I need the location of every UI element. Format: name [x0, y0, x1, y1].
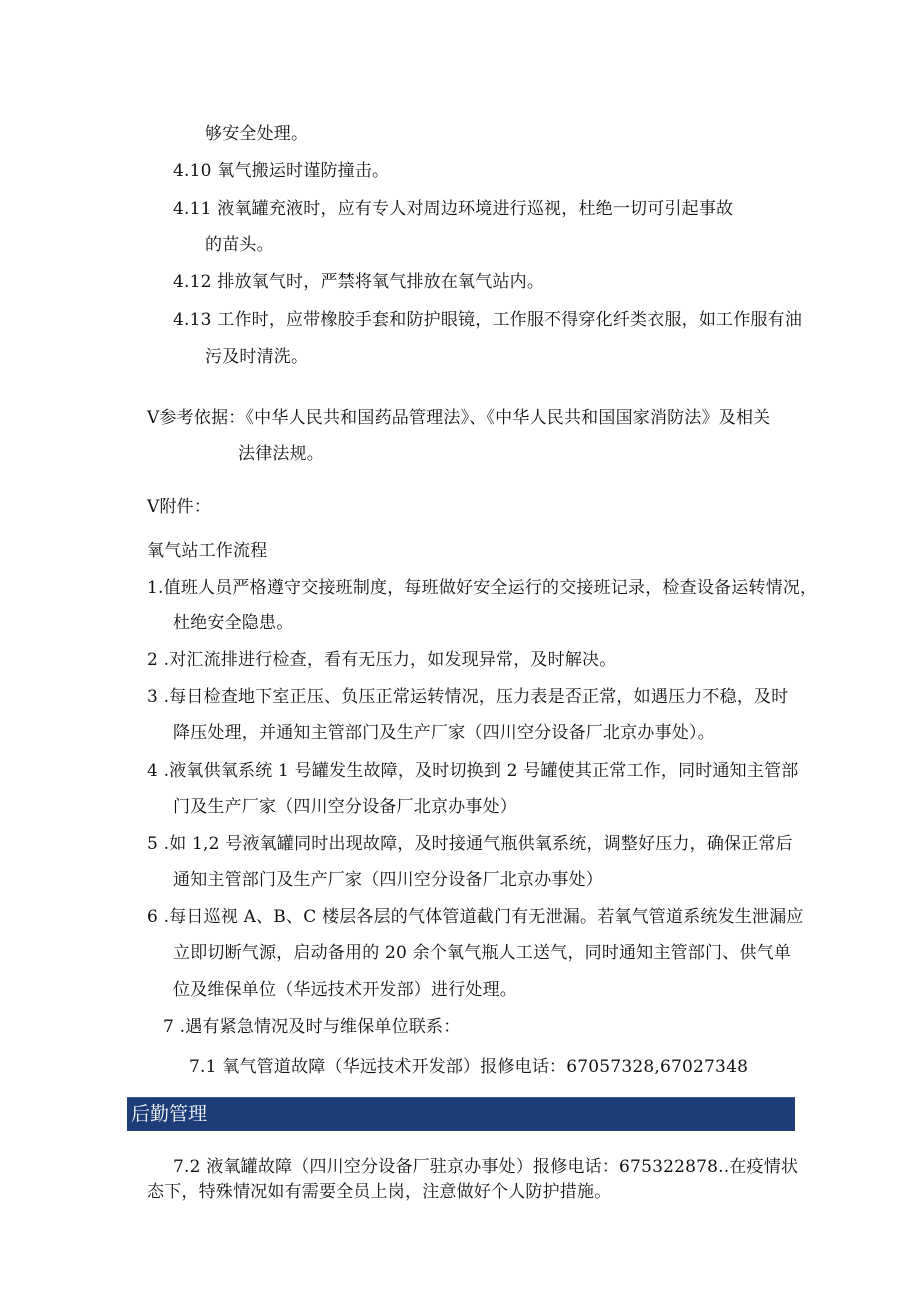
workflow-step-4-line1: 4 .液氧供氧系统 1 号罐发生故障，及时切换到 2 号罐使其正常工作，同时通知主管部: [147, 761, 799, 781]
section-banner: [127, 1097, 795, 1131]
item-4-12: 4.12 排放氧气时，严禁将氧气排放在氧气站内。: [173, 272, 545, 292]
workflow-step-7-2-line1: 7.2 液氧罐故障（四川空分设备厂驻京办事处）报修电话：675322878..在疫情状: [173, 1157, 799, 1177]
workflow-step-4-line2: 门及生产厂家（四川空分设备厂北京办事处）: [173, 797, 517, 817]
item-4-10: 4.10 氧气搬运时谨防撞击。: [173, 161, 390, 181]
workflow-step-5-line2: 通知主管部门及生产厂家（四川空分设备厂北京办事处）: [173, 870, 603, 890]
workflow-title: 氧气站工作流程: [147, 541, 268, 561]
workflow-step-7-2-line2: 态下，特殊情况如有需要全员上岗，注意做好个人防护措施。: [147, 1182, 612, 1202]
workflow-step-6-line1: 6 .每日巡视 A、B、C 楼层各层的气体管道截门有无泄漏。若氧气管道系统发生泄漏应: [147, 907, 804, 927]
section-banner-label: 后勤管理: [131, 1103, 208, 1125]
workflow-step-7-1: 7.1 氧气管道故障（华远技术开发部）报修电话：67057328,67027348: [189, 1057, 749, 1077]
item-4-11-line1: 4.11 液氧罐充液时，应有专人对周边环境进行巡视，杜绝一切可引起事故: [173, 199, 734, 219]
item-4-11-line2: 的苗头。: [205, 235, 274, 255]
reference-basis-line2: 法律法规。: [238, 444, 324, 464]
workflow-step-5-line1: 5 .如 1,2 号液氧罐同时出现故障，及时接通气瓶供氧系统，调整好压力，确保正常后: [147, 834, 793, 854]
item-4-13-line1: 4.13 工作时，应带橡胶手套和防护眼镜，工作服不得穿化纤类衣服，如工作服有油: [173, 310, 803, 330]
workflow-step-3-line1: 3 .每日检查地下室正压、负压正常运转情况，压力表是否正常，如遇压力不稳，及时: [147, 687, 789, 707]
workflow-step-7: 7 .遇有紧急情况及时与维保单位联系：: [163, 1017, 461, 1037]
workflow-step-2: 2 .对汇流排进行检查，看有无压力，如发现异常，及时解决。: [147, 650, 617, 670]
workflow-step-3-line2: 降压处理，并通知主管部门及生产厂家（四川空分设备厂北京办事处）。: [173, 723, 715, 743]
workflow-step-1-line1: 1.值班人员严格遵守交接班制度，每班做好安全运行的交接班记录，检查设备运转情况，: [147, 578, 818, 598]
reference-basis-line1: V参考依据：《中华人民共和国药品管理法》、《中华人民共和国国家消防法》及相关: [147, 408, 771, 428]
workflow-step-1-line2: 杜绝安全隐患。: [173, 613, 294, 633]
workflow-step-6-line3: 位及维保单位（华远技术开发部）进行处理。: [173, 980, 517, 1000]
item-4-13-line2: 污及时清洗。: [205, 347, 309, 367]
workflow-step-6-line2: 立即切断气源，启动备用的 20 余个氧气瓶人工送气，同时通知主管部门、供气单: [173, 943, 792, 963]
item-4-9-continuation: 够安全处理。: [205, 124, 309, 144]
attachment-heading: V附件：: [147, 497, 212, 517]
